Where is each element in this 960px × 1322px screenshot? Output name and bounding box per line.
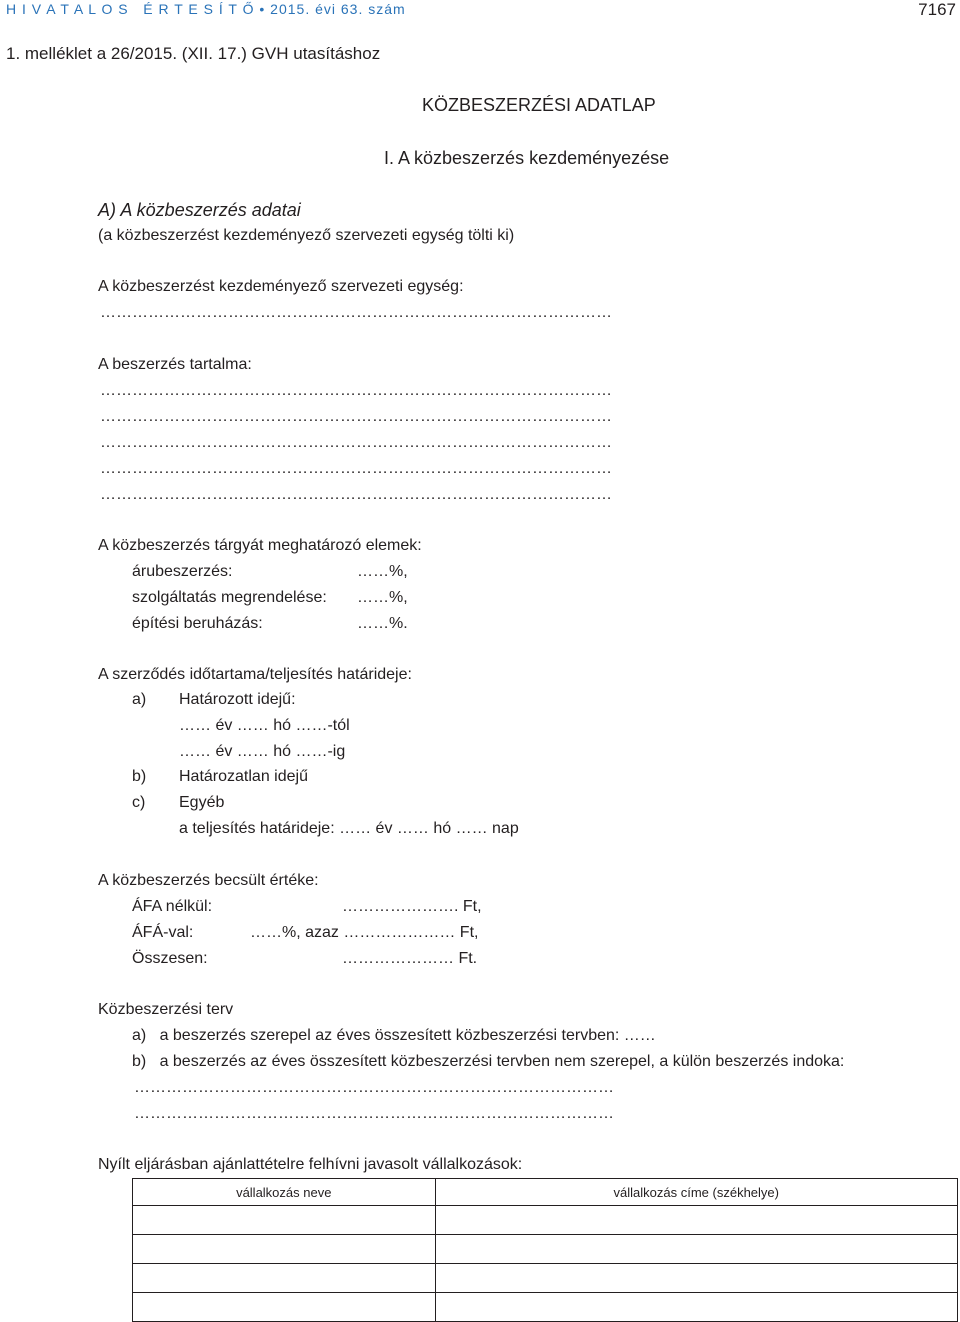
table-cell[interactable] <box>133 1206 436 1235</box>
content-label: A beszerzés tartalma: <box>98 356 252 373</box>
form-title: KÖZBESZERZÉSI ADATLAP <box>422 95 656 115</box>
value-row-label: ÁFÁ-val: <box>132 924 194 941</box>
duration-to-line: …… év …… hó ……-ig <box>179 743 346 760</box>
table-row <box>133 1293 958 1322</box>
table-cell[interactable] <box>133 1235 436 1264</box>
journal-name: H I V A T A L O S É R T E S Í T Ő • 2015. évi 63. szám <box>6 1 406 17</box>
table-row <box>133 1235 958 1264</box>
open-procedure-label: Nyílt eljárásban ajánlattételre felhívni javasolt vállalkozások: <box>98 1156 523 1173</box>
subsection-a-note: (a közbeszerzést kezdeményező szervezeti egység tölti ki) <box>98 227 515 244</box>
value-label: A közbeszerzés becsült értéke: <box>98 872 319 889</box>
initiator-label: A közbeszerzést kezdeményező szervezeti egység: <box>98 278 464 295</box>
table-row <box>133 1206 958 1235</box>
elements-row-value: ……%, <box>357 589 408 606</box>
duration-from-line: …… év …… hó ……-tól <box>179 717 350 734</box>
table-cell[interactable] <box>435 1264 957 1293</box>
plan-option-b: b) a beszerzés az éves összesített közbeszerzési tervben nem szerepel, a külön beszerzés indoka: <box>132 1053 845 1070</box>
duration-c-letter: c) <box>132 794 146 811</box>
elements-row-value: ……%. <box>357 615 408 632</box>
table-header-company-address: vállalkozás címe (székhelye) <box>435 1179 957 1206</box>
subsection-a-title: A) A közbeszerzés adatai <box>98 200 301 220</box>
plan-option-a: a) a beszerzés szerepel az éves összesített közbeszerzési tervben: …… <box>132 1027 656 1044</box>
section-title: I. A közbeszerzés kezdeményezése <box>384 148 670 168</box>
table-cell[interactable] <box>133 1293 436 1322</box>
issue-number: 2015. évi 63. szám <box>270 1 406 17</box>
table-header-company-name: vállalkozás neve <box>133 1179 436 1206</box>
value-row-value: ………………… Ft. <box>342 950 478 967</box>
elements-row-label: árubeszerzés: <box>132 563 233 580</box>
table-row <box>133 1264 958 1293</box>
plan-dotted-line: ……………………………………………………………………………… <box>134 1079 614 1096</box>
elements-label: A közbeszerzés tárgyát meghatározó elemek: <box>98 537 422 554</box>
value-row-label: Összesen: <box>132 950 208 967</box>
content-dotted-line: …………………………………………………………………………………… <box>100 382 612 399</box>
header-bullet: • <box>259 1 266 17</box>
duration-b-text: Határozatlan idejű <box>179 768 308 785</box>
initiator-dotted-line: …………………………………………………………………………………… <box>100 304 612 321</box>
value-row-label: ÁFA nélkül: <box>132 898 213 915</box>
table-cell[interactable] <box>435 1235 957 1264</box>
table-cell[interactable] <box>133 1264 436 1293</box>
table-cell[interactable] <box>435 1293 957 1322</box>
plan-dotted-line: ……………………………………………………………………………… <box>134 1105 614 1122</box>
value-row-value: ……%, azaz ………………… Ft, <box>250 924 479 941</box>
duration-c-text: Egyéb <box>179 794 225 811</box>
duration-a-letter: a) <box>132 691 147 708</box>
duration-deadline-line: a teljesítés határideje: …… év …… hó …… nap <box>179 820 519 837</box>
annex-title: 1. melléklet a 26/2015. (XII. 17.) GVH utasításhoz <box>6 44 381 63</box>
content-dotted-line: …………………………………………………………………………………… <box>100 434 612 451</box>
value-row-value: …………………. Ft, <box>342 898 482 915</box>
content-dotted-line: …………………………………………………………………………………… <box>100 460 612 477</box>
duration-b-letter: b) <box>132 768 147 785</box>
elements-row-value: ……%, <box>357 563 408 580</box>
elements-row-label: építési beruházás: <box>132 615 263 632</box>
page-number: 7167 <box>918 0 956 19</box>
table-cell[interactable] <box>435 1206 957 1235</box>
content-dotted-line: …………………………………………………………………………………… <box>100 408 612 425</box>
plan-label: Közbeszerzési terv <box>98 1001 234 1018</box>
companies-table <box>132 1178 958 1322</box>
content-dotted-line: …………………………………………………………………………………… <box>100 486 612 503</box>
elements-row-label: szolgáltatás megrendelése: <box>132 589 327 606</box>
duration-a-text: Határozott idejű: <box>179 691 296 708</box>
duration-label: A szerződés időtartama/teljesítés határideje: <box>98 666 412 683</box>
